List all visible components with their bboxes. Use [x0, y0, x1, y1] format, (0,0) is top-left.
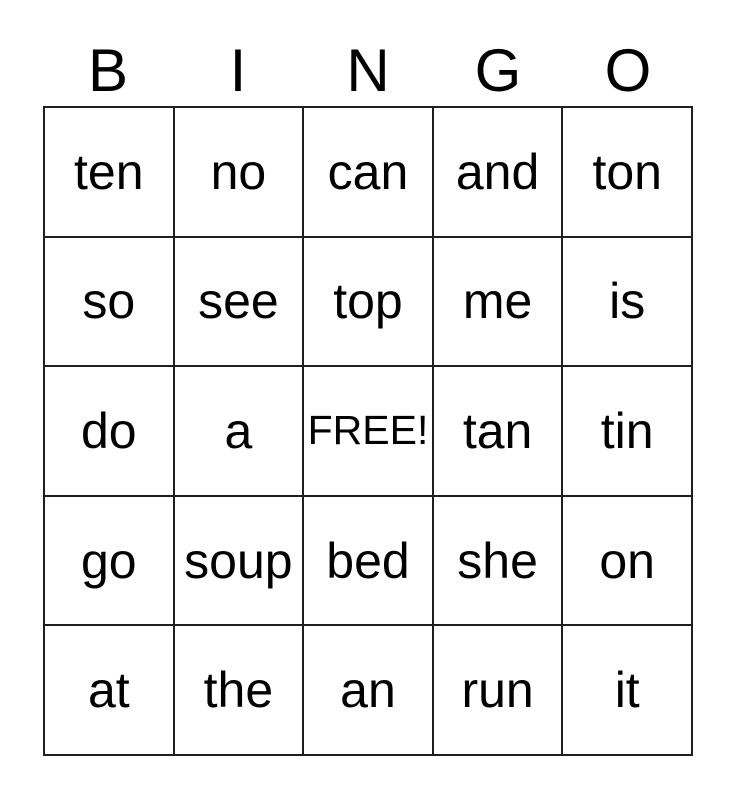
bingo-cell-r2c5[interactable]: is: [562, 237, 692, 367]
bingo-cell-r1c5[interactable]: ton: [562, 107, 692, 237]
bingo-cell-free[interactable]: FREE!: [303, 366, 433, 496]
bingo-cell-r5c3[interactable]: an: [303, 625, 433, 755]
bingo-cell-r3c1[interactable]: do: [44, 366, 174, 496]
bingo-cell-r5c2[interactable]: the: [174, 625, 304, 755]
bingo-header: [43, 36, 693, 106]
bingo-cell-r4c2[interactable]: soup: [174, 496, 304, 626]
bingo-header-letter-b: B: [87, 37, 129, 104]
bingo-cell-r1c1[interactable]: ten: [44, 107, 174, 237]
bingo-header-letter-n: N: [346, 37, 390, 104]
bingo-cell-r3c5[interactable]: tin: [562, 366, 692, 496]
bingo-cell-r2c2[interactable]: see: [174, 237, 304, 367]
bingo-cell-r1c4[interactable]: and: [433, 107, 563, 237]
bingo-cell-r2c1[interactable]: so: [44, 237, 174, 367]
bingo-cell-r5c5[interactable]: it: [562, 625, 692, 755]
bingo-header-letter-o: O: [604, 37, 652, 104]
bingo-grid: [43, 106, 693, 756]
bingo-cell-r4c4[interactable]: she: [433, 496, 563, 626]
bingo-cell-r5c4[interactable]: run: [433, 625, 563, 755]
bingo-cell-r1c3[interactable]: can: [303, 107, 433, 237]
bingo-cell-r3c2[interactable]: a: [174, 366, 304, 496]
bingo-cell-r1c2[interactable]: no: [174, 107, 304, 237]
bingo-cell-r2c4[interactable]: me: [433, 237, 563, 367]
bingo-cell-r5c1[interactable]: at: [44, 625, 174, 755]
bingo-cell-r3c4[interactable]: tan: [433, 366, 563, 496]
bingo-header-letter-i: I: [229, 37, 247, 104]
bingo-cell-r4c1[interactable]: go: [44, 496, 174, 626]
bingo-cell-r2c3[interactable]: top: [303, 237, 433, 367]
bingo-cell-r4c3[interactable]: bed: [303, 496, 433, 626]
bingo-header-letter-g: G: [474, 37, 522, 104]
bingo-cell-r4c5[interactable]: on: [562, 496, 692, 626]
